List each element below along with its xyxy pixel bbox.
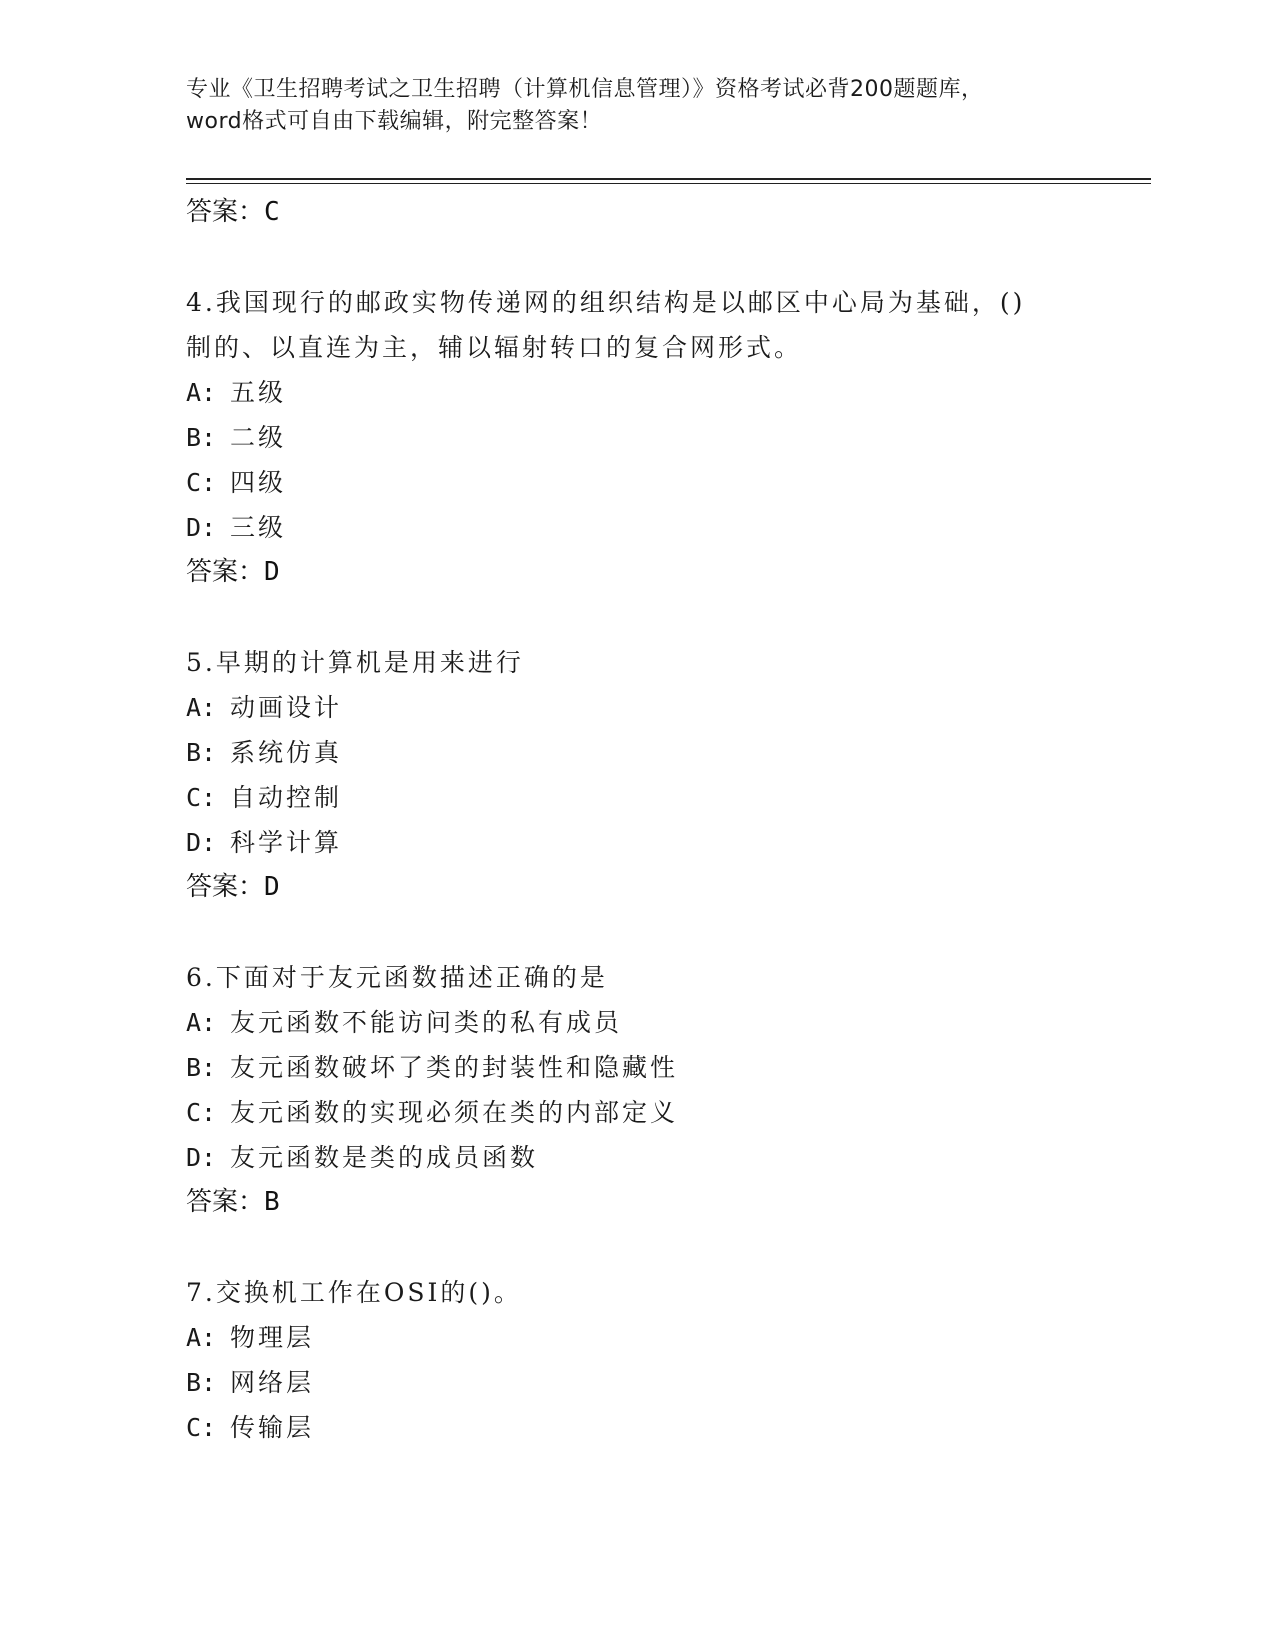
option-letter: B: bbox=[186, 423, 217, 452]
option-text: 友元函数是类的成员函数 bbox=[230, 1143, 539, 1172]
option-c bbox=[186, 1090, 1146, 1135]
option-text: 传输层 bbox=[230, 1413, 315, 1442]
spacer bbox=[186, 594, 1146, 640]
question-block bbox=[186, 955, 1146, 1224]
option-letter: D: bbox=[186, 1143, 217, 1172]
option-letter: A: bbox=[186, 1008, 217, 1037]
question-block bbox=[186, 1270, 1146, 1450]
option-text: 四级 bbox=[230, 468, 287, 497]
answer-value: B bbox=[264, 1187, 280, 1217]
option-b bbox=[186, 415, 1146, 460]
header-line-2: word格式可自由下载编辑，附完整答案！ bbox=[186, 109, 603, 134]
question-text: 5.早期的计算机是用来进行 bbox=[186, 648, 524, 677]
option-letter: C: bbox=[186, 783, 217, 812]
answer-line bbox=[186, 190, 1146, 234]
option-letter: D: bbox=[186, 828, 217, 857]
answer-value: D bbox=[264, 872, 280, 902]
option-c bbox=[186, 775, 1146, 820]
option-text: 友元函数的实现必须在类的内部定义 bbox=[230, 1098, 679, 1127]
option-b bbox=[186, 1360, 1146, 1405]
option-a bbox=[186, 1000, 1146, 1045]
spacer bbox=[186, 1224, 1146, 1270]
question-text: 4.我国现行的邮政实物传递网的组织结构是以邮区中心局为基础，() bbox=[186, 288, 1026, 317]
question-block bbox=[186, 640, 1146, 909]
option-a bbox=[186, 370, 1146, 415]
answer-label: 答案： bbox=[186, 1187, 265, 1217]
question-block bbox=[186, 280, 1146, 594]
spacer bbox=[186, 234, 1146, 280]
document-header bbox=[186, 74, 1116, 138]
option-text: 友元函数破坏了类的封装性和隐藏性 bbox=[230, 1053, 679, 1082]
option-d bbox=[186, 820, 1146, 865]
option-letter: C: bbox=[186, 1098, 217, 1127]
option-text: 自动控制 bbox=[230, 783, 343, 812]
option-letter: D: bbox=[186, 513, 217, 542]
option-d bbox=[186, 1135, 1146, 1180]
answer-label: 答案： bbox=[186, 557, 265, 587]
spacer bbox=[186, 909, 1146, 955]
option-text: 网络层 bbox=[230, 1368, 315, 1397]
question-list bbox=[186, 190, 1146, 1450]
header-line-1: 专业《卫生招聘考试之卫生招聘（计算机信息管理）》资格考试必背200题题库， bbox=[186, 77, 984, 102]
question-text: 7.交换机工作在OSI的()。 bbox=[186, 1278, 522, 1307]
option-c bbox=[186, 460, 1146, 505]
question-text: 6.下面对于友元函数描述正确的是 bbox=[186, 963, 608, 992]
option-text: 二级 bbox=[230, 423, 287, 452]
option-c bbox=[186, 1405, 1146, 1450]
option-letter: B: bbox=[186, 1368, 217, 1397]
header-divider-thick bbox=[186, 178, 1151, 180]
header-divider-thin bbox=[186, 183, 1151, 184]
answer-label: 答案： bbox=[186, 197, 265, 227]
answer-line bbox=[186, 865, 1146, 909]
option-b bbox=[186, 730, 1146, 775]
answer-value: C bbox=[264, 197, 280, 227]
option-text: 五级 bbox=[230, 378, 287, 407]
option-text: 友元函数不能访问类的私有成员 bbox=[230, 1008, 623, 1037]
option-a bbox=[186, 1315, 1146, 1360]
option-letter: A: bbox=[186, 378, 217, 407]
option-d bbox=[186, 505, 1146, 550]
answer-line bbox=[186, 1180, 1146, 1224]
question-text-continued: 制的、以直连为主，辅以辐射转口的复合网形式。 bbox=[186, 333, 803, 362]
option-letter: A: bbox=[186, 1323, 217, 1352]
answer-value: D bbox=[264, 557, 280, 587]
option-letter: C: bbox=[186, 468, 217, 497]
option-a bbox=[186, 685, 1146, 730]
option-letter: B: bbox=[186, 738, 217, 767]
option-text: 系统仿真 bbox=[230, 738, 343, 767]
option-letter: B: bbox=[186, 1053, 217, 1082]
answer-line bbox=[186, 550, 1146, 594]
option-letter: C: bbox=[186, 1413, 217, 1442]
option-text: 科学计算 bbox=[230, 828, 343, 857]
option-text: 动画设计 bbox=[230, 693, 343, 722]
option-letter: A: bbox=[186, 693, 217, 722]
option-text: 三级 bbox=[230, 513, 287, 542]
option-text: 物理层 bbox=[230, 1323, 315, 1352]
option-b bbox=[186, 1045, 1146, 1090]
answer-label: 答案： bbox=[186, 872, 265, 902]
